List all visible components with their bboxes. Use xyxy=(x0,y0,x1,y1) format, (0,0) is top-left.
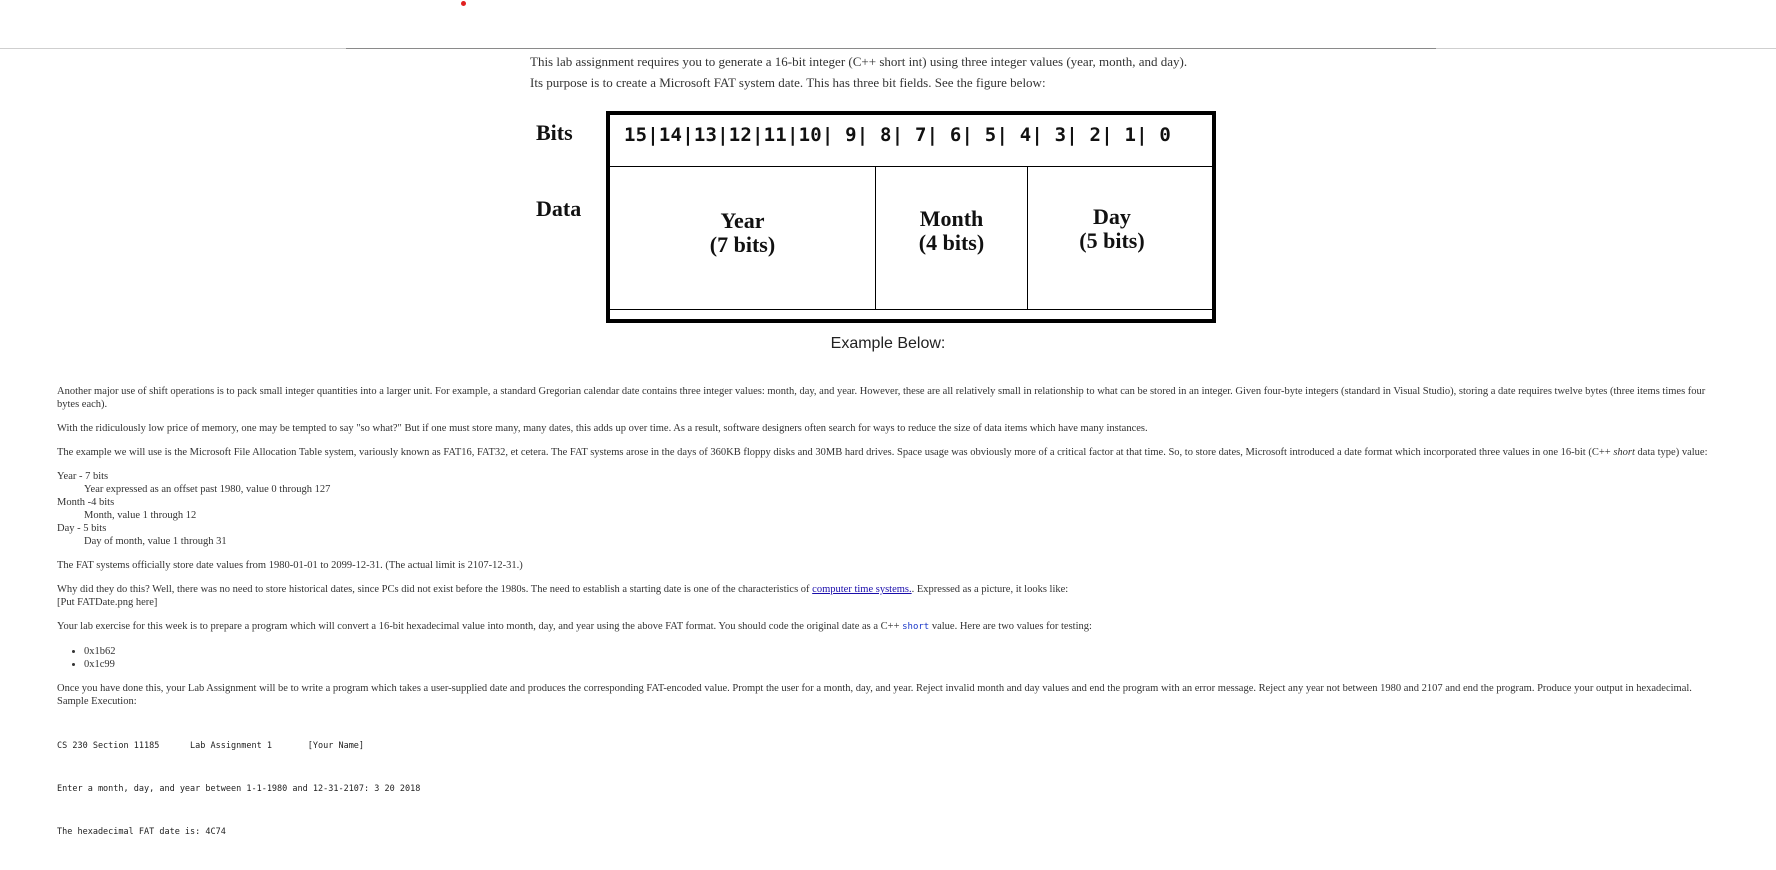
red-dot-marker xyxy=(461,1,466,6)
fat-date-figure xyxy=(606,111,1216,323)
p5-text-a: Why did they do this? Well, there was no need to store historical dates, since PCs did not exist before the 1980s. The need to establish a starting date is one of the characteristics of xyxy=(57,584,813,595)
day-def-title: Day - 5 bits xyxy=(57,523,107,534)
example-caption: Example Below: xyxy=(830,335,946,352)
year-field-name: Year xyxy=(720,208,765,233)
image-placeholder-text: [Put FATDate.png here] xyxy=(57,597,158,608)
p3-short-emphasis: short xyxy=(1613,447,1635,458)
year-def-title: Year - 7 bits xyxy=(57,471,109,482)
p6-text-b: value. Here are two values for testing: xyxy=(929,621,1092,632)
data-label: Data xyxy=(536,196,582,221)
sample-line-prompt: Enter a month, day, and year between 1-1-1980 and 12-31-2107: 3 20 2018 xyxy=(57,784,421,794)
short-code: short xyxy=(902,622,930,632)
intro-line-1: This lab assignment requires you to generate a 16-bit integer (C++ short int) using three integer values (year, month, and day). xyxy=(530,54,1188,69)
p5-text-b: . Expressed as a picture, it looks like: xyxy=(911,584,1069,595)
month-def-desc: Month, value 1 through 12 xyxy=(84,510,197,521)
figure-bottom-line xyxy=(610,309,1212,310)
paragraph-memory-price: With the ridiculously low price of memory, one may be tempted to say "so what?" But if one must store many, many dates, this adds up over time. As a result, software designers often search for ways to reduce the size of data items which have many instances. xyxy=(57,423,1148,434)
top-divider-accent xyxy=(346,48,1436,49)
bit-numbers-row: 15|14|13|12|11|10| 9| 8| 7| 6| 5| 4| 3| 2| 1| 0 xyxy=(610,115,1212,167)
day-def-desc: Day of month, value 1 through 31 xyxy=(84,536,227,547)
test-values-list xyxy=(57,645,1725,671)
computer-time-systems-link[interactable]: computer time systems. xyxy=(812,584,912,595)
bits-label: Bits xyxy=(536,120,573,145)
day-field-name: Day xyxy=(1093,204,1131,229)
day-field-size: (5 bits) xyxy=(1079,228,1145,253)
paragraph-fat-system xyxy=(57,446,1725,459)
test-value-item: • 0x1c99 xyxy=(84,658,1725,671)
day-field xyxy=(1028,167,1212,309)
sample-line-header: CS 230 Section 11185 Lab Assignment 1 [Your Name] xyxy=(57,741,365,751)
month-field-name: Month xyxy=(919,206,984,231)
intro-text xyxy=(530,51,1187,93)
month-field-size: (4 bits) xyxy=(918,230,985,255)
month-field xyxy=(876,167,1028,309)
p3-text-b: data type) value: xyxy=(1634,447,1708,458)
article-body xyxy=(57,385,1725,870)
paragraph-date-range: The FAT systems officially store date values from 1980-01-01 to 2099-12-31. (The actual limit is 2107-12-31.) xyxy=(57,560,523,571)
paragraph-shift-operations: Another major use of shift operations is to pack small integer quantities into a larger unit. For example, a standard Gregorian calendar date contains three integer values: month, day, and year. However, these are all relatively small in relationship to what can be stored in an integer. Given four-byte integers (standard in Visual Studio), storing a date requires twelve bytes (three items times four bytes each). xyxy=(57,386,1706,410)
paragraph-lab-assignment xyxy=(57,682,1725,708)
paragraph-lab-exercise xyxy=(57,620,1725,634)
intro-line-2: Its purpose is to create a Microsoft FAT system date. This has three bit fields. See the figure below: xyxy=(530,75,1046,90)
paragraph-why xyxy=(57,583,1725,609)
bit-field-definitions xyxy=(57,470,1725,548)
p3-text-a: The example we will use is the Microsoft File Allocation Table system, variously known as FAT16, FAT32, et cetera. The FAT systems arose in the days of 360KB floppy disks and 30MB hard drives. Space usage was obviously more of a critical factor at that time. So, to store dates, Microsoft introduced a date format which incorporated three values in one 16-bit (C++ xyxy=(57,447,1614,458)
year-def-desc: Year expressed as an offset past 1980, value 0 through 127 xyxy=(84,484,331,495)
p6-text-a: Your lab exercise for this week is to prepare a program which will convert a 16-bit hexadecimal value into month, day, and year using the above FAT format. You should code the original date as a C++ xyxy=(57,621,903,632)
year-field xyxy=(610,167,876,309)
month-def-title: Month -4 bits xyxy=(57,497,115,508)
year-field-size: (7 bits) xyxy=(709,232,776,257)
test-value-item: • 0x1b62 xyxy=(84,645,1725,658)
p7-text: Once you have done this, your Lab Assignment will be to write a program which takes a user-supplied date and produces the corresponding FAT-encoded value. Prompt the user for a month, day, and year. Reject invalid month and day values and end the program with an error message. Reject any year not between 1980 and 2107 and end the program. Produce your output in hexadecimal. xyxy=(57,683,1692,694)
sample-execution-block xyxy=(57,719,1725,870)
sample-execution-label: Sample Execution: xyxy=(57,696,137,707)
sample-line-output: The hexadecimal FAT date is: 4C74 xyxy=(57,827,226,837)
